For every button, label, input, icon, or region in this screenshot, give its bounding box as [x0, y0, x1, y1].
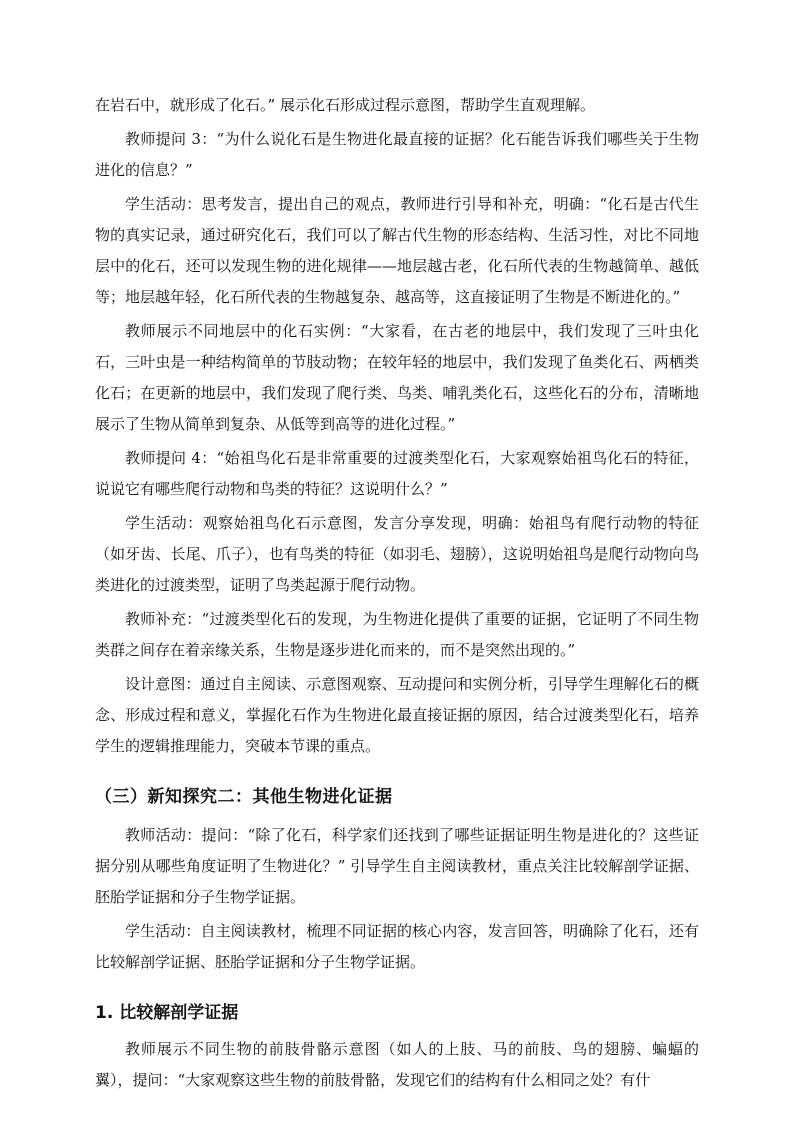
paragraph: 教师展示不同地层中的化石实例：“大家看，在古老的地层中，我们发现了三叶虫化石，三叶虫是一种结构简单的节肢动物；在较年轻的地层中，我们发现了鱼类化石、两栖类化石；在更新的地层中，我们发现了爬行类、鸟类、哺乳类化石，这些化石的分布，清晰地展示了生物从简单到复杂、从低等到高等的进化过程。” — [95, 322, 699, 433]
document-page — [95, 90, 699, 1096]
paragraph: 教师提问 3：“为什么说化石是生物进化最直接的证据？化石能告诉我们哪些关于生物进化的信息？” — [95, 130, 699, 179]
paragraph: 学生活动：自主阅读教材，梳理不同证据的核心内容，发言回答，明确除了化石，还有比较解剖学证据、胚胎学证据和分子生物学证据。 — [95, 922, 699, 971]
paragraph: 在岩石中，就形成了化石。” 展示化石形成过程示意图，帮助学生直观理解。 — [95, 96, 595, 114]
paragraph: 教师展示不同生物的前肢骨骼示意图（如人的上肢、马的前肢、鸟的翅膀、蝙蝠的翼），提问：“大家观察这些生物的前肢骨骼，发现它们的结构有什么相同之处？有什 — [95, 1040, 699, 1089]
paragraph: 学生活动：观察始祖鸟化石示意图，发言分享发现，明确：始祖鸟有爬行动物的特征（如牙齿、长尾、爪子），也有鸟类的特征（如羽毛、翅膀），这说明始祖鸟是爬行动物向鸟类进化的过渡类型，证明了鸟类起源于爬行动物。 — [95, 514, 699, 594]
paragraph: 教师补充：“过渡类型化石的发现，为生物进化提供了重要的证据，它证明了不同生物类群之间存在着亲缘关系，生物是逐步进化而来的，而不是突然出现的。” — [95, 610, 699, 659]
section-heading: （三）新知探究二：其他生物进化证据 — [95, 787, 393, 807]
subsection-heading: 1. 比较解剖学证据 — [95, 1003, 239, 1023]
paragraph: 教师提问 4：“始祖鸟化石是非常重要的过渡类型化石，大家观察始祖鸟化石的特征，说说它有哪些爬行动物和鸟类的特征？这说明什么？” — [95, 449, 699, 498]
paragraph: 设计意图：通过自主阅读、示意图观察、互动提问和实例分析，引导学生理解化石的概念、形成过程和意义，掌握化石作为生物进化最直接证据的原因，结合过渡类型化石，培养学生的逻辑推理能力，突破本节课的重点。 — [95, 675, 699, 755]
paragraph: 学生活动：思考发言，提出自己的观点，教师进行引导和补充，明确：“化石是古代生物的真实记录，通过研究化石，我们可以了解古代生物的形态结构、生活习性，对比不同地层中的化石，还可以发现生物的进化规律——地层越古老，化石所代表的生物越简单、越低等；地层越年轻，化石所代表的生物越复杂、越高等，这直接证明了生物是不断进化的。” — [95, 195, 699, 306]
paragraph: 教师活动：提问：“除了化石，科学家们还找到了哪些证据证明生物是进化的？这些证据分别从哪些角度证明了生物进化？” 引导学生自主阅读教材，重点关注比较解剖学证据、胚胎学证据和分子生物学证据。 — [95, 826, 699, 906]
